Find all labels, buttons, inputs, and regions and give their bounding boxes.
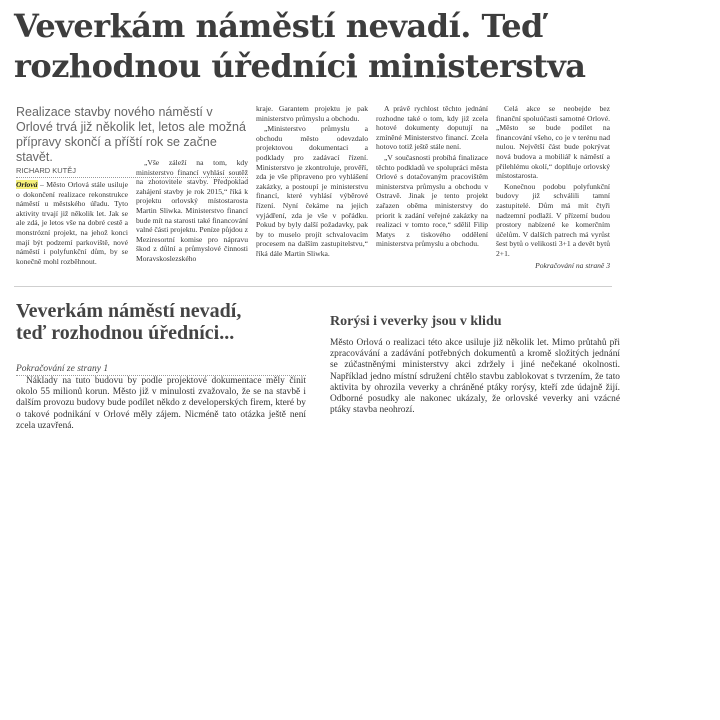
continuation-headline-line-1: Veverkám náměstí nevadí, [16, 300, 242, 322]
column-1-paragraph [16, 180, 128, 266]
continued-on-page-note: Pokračování na straně 3 [535, 260, 610, 270]
column-5-paragraph-2: Konečnou podobu polyfunkční budovy již schválili tamní zastupitelé. Dům má mít čtyři nadzemní podlaží. V přízemí budou prostory nabízené ke komerčním účelům. V dalších patrech má vyrůst šest bytů o velikosti 3+1 a devět bytů 2+1. [496, 181, 610, 258]
column-2-paragraph-1: „Vše záleží na tom, kdy ministerstvo financí vyhlásí soutěž na zhotovitele stavby. Předpoklad zahájení stavby je rok 2015,“ říká k projektu orlovský místostarosta Martin Sliwka. Ministerstvo financí bude mít na starosti také financování valné části projektu. Peníze půjdou z Meziresortní komise pro nápravu škod z důlní a průmyslové činnosti Moravskoslezského [136, 158, 248, 263]
article-author: RICHARD KUTĚJ [16, 166, 248, 178]
section-divider [14, 286, 612, 287]
column-3-paragraph-2: „Ministerstvo průmyslu a obchodu město odevzdalo projektovou dokumentaci a podklady pro zadávací řízení. Ministerstvo je zkontroluje, prověří, zda je vše připraveno pro vyhlášení zakázky, a postoupí je ministerstvu financí, které vyhlásí výběrové řízení. Nyní čekáme na jejich vyjádření, zda je vše v pořádku. Pokud by byly další požadavky, pak by to muselo projít schvalovacím procesem na dalším zastupitelstvu,“ říká dále Martin Sliwka. [256, 124, 368, 258]
headline-line-2: rozhodnou úředníci ministerstva [14, 47, 586, 85]
article-headline [14, 6, 624, 86]
column-1-text: – Město Orlová stále usiluje o dokončení realizace rekonstrukce náměstí u městského úřadu. Tyto aktivity trvají již několik let. Jak se ale zdá, je letos vše na dobré cestě a monstrózní projekt, na jehož konci mají být podzemí parkoviště, nové náměstí i polyfunkční dům, by se konečně mohl rozběhnout. [16, 180, 128, 266]
continuation-body [16, 376, 306, 432]
continuation-headline [16, 300, 306, 344]
article-perex: Realizace stavby nového náměstí v Orlové trvá již několik let, letos ale možná přípravy skončí a příští rok se začne stavět. [16, 105, 246, 164]
column-1 [16, 180, 128, 267]
headline-line-1: Veverkám náměstí nevadí. Teď [14, 7, 543, 45]
continuation-paragraph: Náklady na tuto budovu by podle projektové dokumentace měly činit okolo 55 milionů korun. Město již v minulosti zvažovalo, že se na stavbě i dalším provozu budovy bude podílet někdo z developerských firem, které by o takové podnikání v Orlové měly zájem. Nicméně tato otázka ještě není zcela uzavřená. [16, 376, 306, 431]
sidebar-paragraph: Město Orlová o realizaci této akce usiluje již několik let. Mimo průtahů při zpracovávání a zadávání potřebných dokumentů a kromě složitých jednání se zúčastněnými ministerstvy akci zdržely i jiné nečekané okolnosti. Například jedno místní sdružení chtělo stavbu zablokovat s tvrzením, že tato aktivita by ohrozila veverky a chráněné ptáky rorýsy, kteří zde údajně žijí. Odborné posudky ale nakonec ukázaly, že orlovské veverky ani vzácné ptáky stavba neohrozí. [330, 338, 620, 416]
location-tag: Orlová [16, 180, 38, 189]
column-5 [496, 104, 610, 270]
column-4 [376, 104, 488, 250]
continued-from-note: Pokračování ze strany 1 [16, 364, 306, 376]
column-4-paragraph-1: A právě rychlost těchto jednání rozhodne také o tom, kdy již zcela hotové dokumenty doputují na zmíněné Ministerstvo financí. Zcela hotovo totiž ještě stále není. [376, 104, 488, 152]
column-4-paragraph-2: „V současnosti probíhá finalizace těchto podkladů ve spolupráci města Orlové s dotačovaným pracovištěm ministerstva průmyslu a obchodu v Ostravě. Jinak je tento projekt zařazen oběma ministerstvy do priorit k zadání veřejné zakázky na realizaci v tomto roce,“ sdělil Filip Matys z tiskového oddělení ministerstva průmyslu a obchodu. [376, 152, 488, 249]
column-2 [136, 158, 248, 265]
sidebar-body [330, 338, 620, 416]
column-5-paragraph-1: Celá akce se neobejde bez finanční spoluúčasti samotné Orlové. „Město se bude podílet na financování všeho, co je v terénu nad nulou. Největší část bude pokrývat nová budova a mobiliář k náměstí a přilehlému okolí,“ doplňuje orlovský místostarosta. [496, 104, 610, 181]
column-3-paragraph-1: kraje. Garantem projektu je pak ministerstvo průmyslu a obchodu. [256, 104, 368, 123]
sidebar-title: Rorýsi i veverky jsou v klidu [330, 314, 502, 329]
continuation-headline-line-2: teď rozhodnou úředníci... [16, 322, 235, 344]
column-3 [256, 104, 368, 260]
